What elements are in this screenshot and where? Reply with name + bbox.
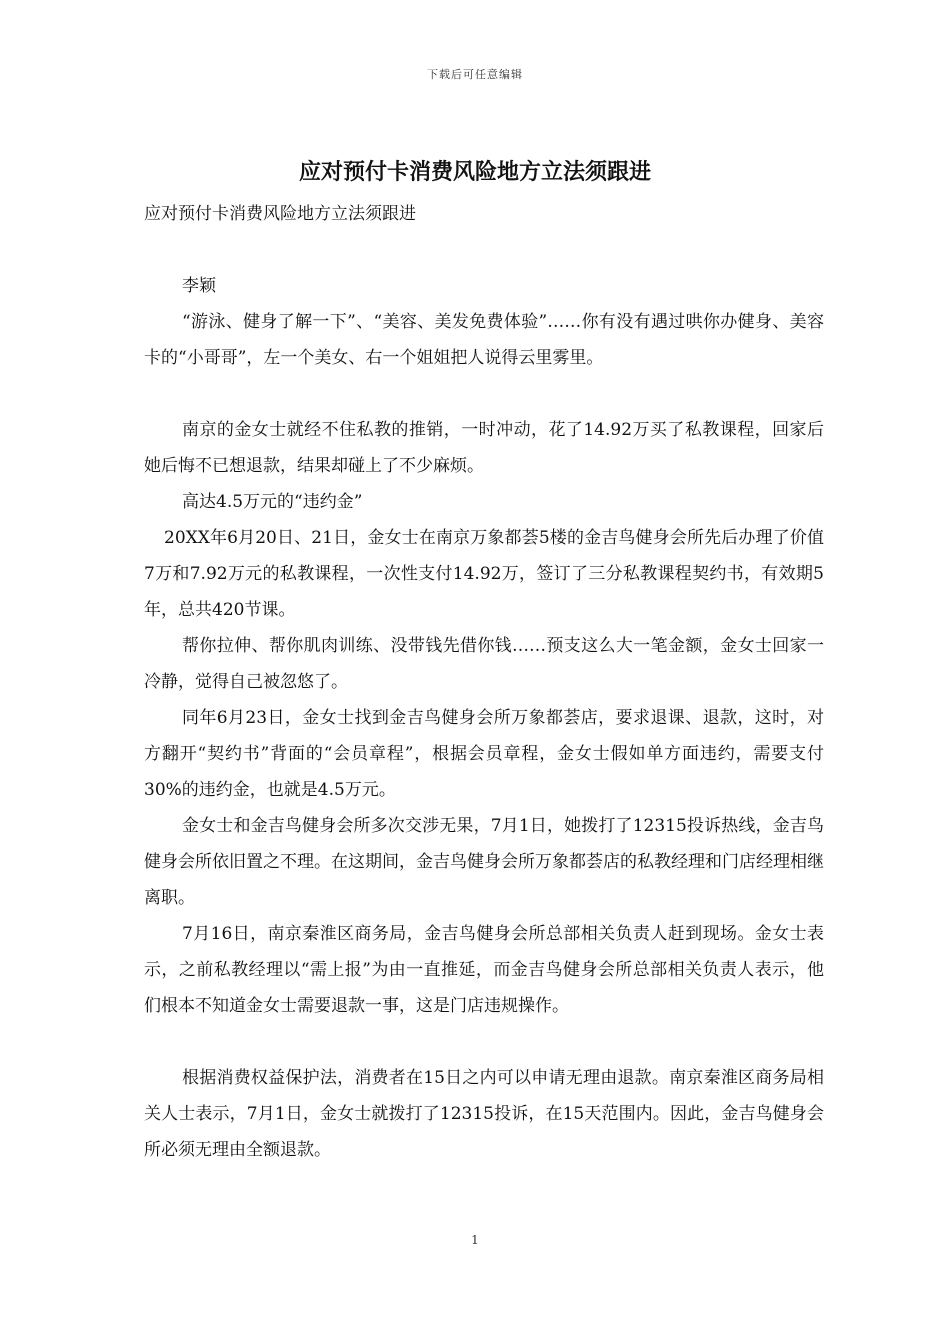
paragraph-2: 南京的金女士就经不住私教的推销，一时冲动，花了14.92万买了私教课程，回家后她后悔不已想退款，结果却碰上了不少麻烦。	[144, 420, 824, 476]
document-title: 应对预付卡消费风险地方立法须跟进	[298, 159, 651, 185]
header-note: 下载后可任意编辑	[427, 68, 523, 81]
spacer	[144, 1024, 824, 1060]
paragraph-8: 根据消费权益保护法，消费者在15日之内可以申请无理由退款。南京秦淮区商务局相关人士表示，7月1日，金女士就拨打了12315投诉，在15天范围内。因此，金吉鸟健身会所必须无理由全额退款。	[144, 1068, 824, 1160]
author-name: 李颖	[182, 276, 216, 296]
spacer	[144, 232, 824, 268]
paragraph-5: 同年6月23日，金女士找到金吉鸟健身会所万象都荟店，要求退课、退款，这时，对方翻开“契约书”背面的“会员章程”，根据会员章程，金女士假如单方面违约，需要支付30%的违约金，也就是4.5万元。	[144, 708, 824, 800]
document-body	[144, 196, 824, 1168]
paragraph-4: 帮你拉伸、帮你肌肉训练、没带钱先借你钱……预支这么大一笔金额，金女士回家一冷静，觉得自己被忽悠了。	[144, 636, 824, 692]
paragraph-1: “游泳、健身了解一下”、“美容、美发免费体验”……你有没有遇过哄你办健身、美容卡的“小哥哥”，左一个美女、右一个姐姐把人说得云里雾里。	[144, 312, 824, 368]
spacer	[144, 376, 824, 412]
document-subtitle: 应对预付卡消费风险地方立法须跟进	[144, 204, 416, 224]
page-number: 1	[471, 1233, 479, 1247]
section-heading: 高达4.5万元的“违约金”	[182, 492, 363, 512]
paragraph-3: 20XX年6月20日、21日，金女士在南京万象都荟5楼的金吉鸟健身会所先后办理了价值7万和7.92万元的私教课程，一次性支付14.92万，签订了三分私教课程契约书，有效期5年，总共420节课。	[144, 528, 824, 620]
paragraph-7: 7月16日，南京秦淮区商务局，金吉鸟健身会所总部相关负责人赶到现场。金女士表示，之前私教经理以“需上报”为由一直推延，而金吉鸟健身会所总部相关负责人表示，他们根本不知道金女士需要退款一事，这是门店违规操作。	[144, 924, 824, 1016]
paragraph-6: 金女士和金吉鸟健身会所多次交涉无果，7月1日，她拨打了12315投诉热线，金吉鸟健身会所依旧置之不理。在这期间，金吉鸟健身会所万象都荟店的私教经理和门店经理相继离职。	[144, 816, 824, 908]
